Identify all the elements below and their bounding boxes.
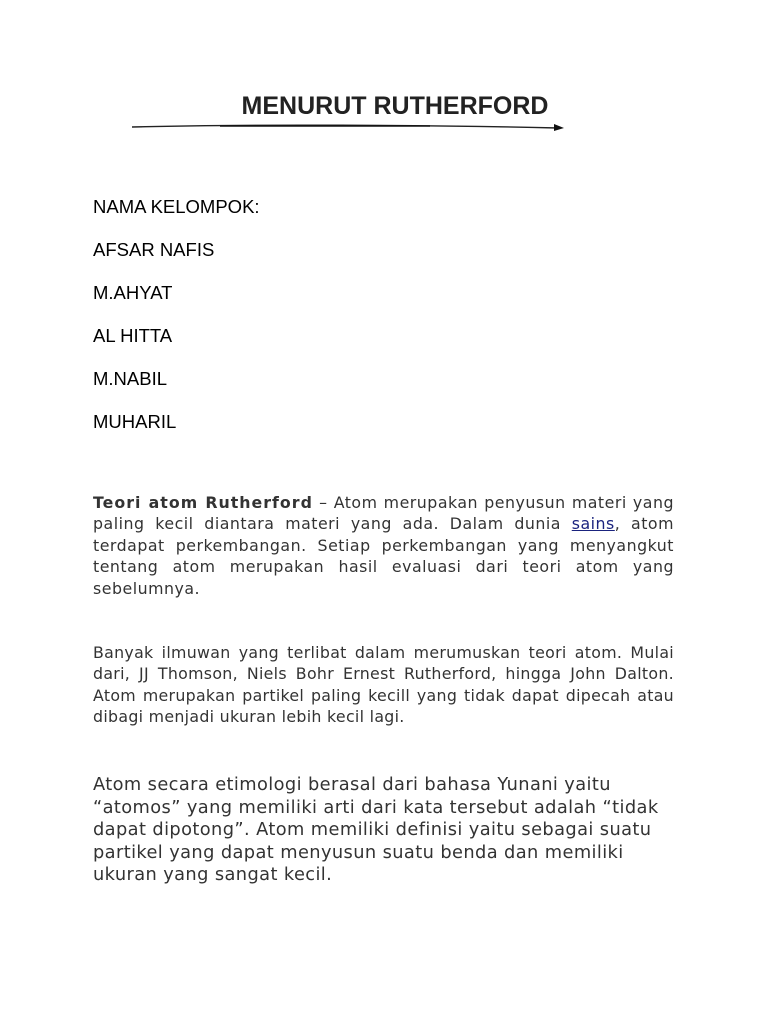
sains-link[interactable]: sains — [571, 514, 615, 534]
member-name: AFSAR NAFIS — [93, 239, 215, 260]
document-title: MENURUT RUTHERFORD — [241, 92, 549, 120]
paragraph-etymology: Atom secara etimologi berasal dari bahasa Yunani yaitu “atomos” yang memiliki arti dari kata tersebut adalah “tidak dapat dipotong”. Atom memiliki definisi yaitu sebagai suatu partikel yang dapat menyusun suatu benda dan memiliki ukuran yang sangat kecil. — [93, 774, 659, 886]
member-name: AL HITTA — [93, 325, 173, 346]
paragraph-rutherford-theory — [93, 492, 674, 599]
paragraph-text: – Atom merupakan penyusun materi yang paling kecil diantara materi yang ada. Dalam dunia — [93, 493, 674, 534]
paragraph-bold-lead: Teori atom Rutherford — [93, 493, 313, 512]
group-label: NAMA KELOMPOK: — [93, 196, 260, 217]
member-name: M.NABIL — [93, 368, 168, 389]
paragraph-text: , atom terdapat perkembangan. Setiap perkembangan yang menyangkut tentang atom merupakan hasil evaluasi dari teori atom yang sebelumnya. — [93, 514, 674, 598]
paragraph-scientists: Banyak ilmuwan yang terlibat dalam merumuskan teori atom. Mulai dari, JJ Thomson, Niels Bohr Ernest Rutherford, hingga John Dalton. Atom merupakan partikel paling kecill yang tidak dapat dipecah atau dibagi menjadi ukuran lebih kecil lagi. — [93, 643, 674, 727]
member-name: M.AHYAT — [93, 282, 173, 303]
member-name: MUHARIL — [93, 411, 177, 432]
group-member-list — [93, 196, 260, 454]
title-underline-arrow — [130, 119, 570, 135]
